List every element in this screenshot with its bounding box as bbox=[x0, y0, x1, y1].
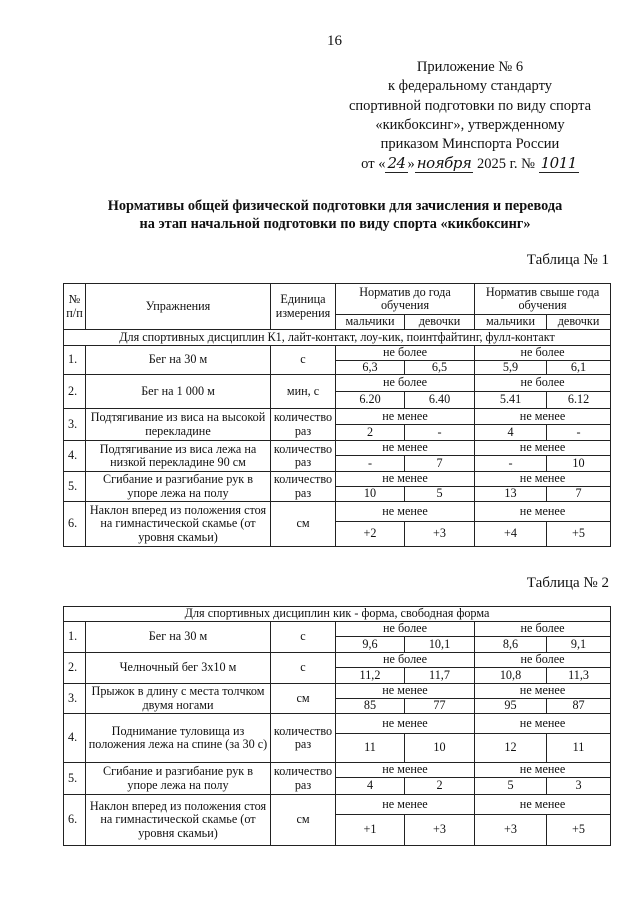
table1-caption: Таблица № 1 bbox=[526, 252, 609, 268]
value-after-boys: - bbox=[475, 456, 547, 472]
condition-before-year: не более bbox=[336, 346, 475, 361]
value-before-boys: 4 bbox=[336, 778, 405, 795]
unit: см bbox=[271, 684, 336, 714]
table-row bbox=[64, 409, 611, 425]
header-after-year: Норматив свыше года обучения bbox=[475, 284, 611, 315]
condition-after-year: не более bbox=[475, 653, 611, 668]
table-row bbox=[64, 684, 611, 699]
header-unit: Единица измерения bbox=[271, 284, 336, 330]
value-before-boys: - bbox=[336, 456, 405, 472]
condition-after-year: не менее bbox=[475, 472, 611, 487]
condition-after-year: не более bbox=[475, 375, 611, 392]
row-number: 5. bbox=[64, 763, 86, 795]
value-after-girls: 9,1 bbox=[547, 637, 611, 653]
value-before-boys: 11,2 bbox=[336, 668, 405, 684]
value-before-girls: 11,7 bbox=[405, 668, 475, 684]
value-before-girls: +3 bbox=[405, 815, 475, 846]
row-number: 2. bbox=[64, 375, 86, 409]
condition-before-year: не более bbox=[336, 375, 475, 392]
value-after-girls: 10 bbox=[547, 456, 611, 472]
row-number: 3. bbox=[64, 409, 86, 441]
value-before-girls: 7 bbox=[405, 456, 475, 472]
row-number: 2. bbox=[64, 653, 86, 684]
condition-before-year: не менее bbox=[336, 795, 475, 815]
header-before-year: Норматив до года обучения bbox=[336, 284, 475, 315]
appendix-line: «кикбоксинг», утвержденному bbox=[375, 116, 565, 133]
exercise-name: Бег на 1 000 м bbox=[86, 375, 271, 409]
unit: см bbox=[271, 795, 336, 846]
table2-caption: Таблица № 2 bbox=[526, 575, 609, 591]
value-after-girls: 87 bbox=[547, 699, 611, 714]
value-after-boys: 8,6 bbox=[475, 637, 547, 653]
header-num: № п/п bbox=[64, 284, 86, 330]
value-after-boys: 4 bbox=[475, 425, 547, 441]
value-after-girls: +5 bbox=[547, 815, 611, 846]
unit: мин, с bbox=[271, 375, 336, 409]
unit: количество раз bbox=[271, 441, 336, 472]
order-line bbox=[330, 154, 610, 174]
table-row bbox=[64, 714, 611, 734]
exercise-name: Сгибание и разгибание рук в упоре лежа на полу bbox=[86, 763, 271, 795]
row-number: 1. bbox=[64, 622, 86, 653]
exercise-name: Прыжок в длину с места толчком двумя ногами bbox=[86, 684, 271, 714]
exercise-name: Подтягивание из виса лежа на низкой перекладине 90 см bbox=[86, 441, 271, 472]
condition-after-year: не менее bbox=[475, 763, 611, 778]
value-after-boys: 5,9 bbox=[475, 360, 547, 375]
header-girls: девочки bbox=[547, 315, 611, 330]
value-before-girls: 5 bbox=[405, 487, 475, 502]
row-number: 5. bbox=[64, 472, 86, 502]
value-before-boys: +2 bbox=[336, 522, 405, 547]
value-after-boys: 10,8 bbox=[475, 668, 547, 684]
row-number: 3. bbox=[64, 684, 86, 714]
condition-after-year: не менее bbox=[475, 795, 611, 815]
exercise-name: Поднимание туловища из положения лежа на спине (за 30 с) bbox=[86, 714, 271, 763]
value-after-boys: 5 bbox=[475, 778, 547, 795]
table-row bbox=[64, 622, 611, 637]
table-row bbox=[64, 346, 611, 361]
value-before-girls: 10,1 bbox=[405, 637, 475, 653]
value-before-girls: 6.40 bbox=[405, 392, 475, 409]
exercise-name: Наклон вперед из положения стоя на гимнастической скамье (от уровня скамьи) bbox=[86, 795, 271, 846]
value-before-boys: 85 bbox=[336, 699, 405, 714]
condition-after-year: не более bbox=[475, 622, 611, 637]
condition-before-year: не менее bbox=[336, 441, 475, 456]
row-number: 4. bbox=[64, 714, 86, 763]
table-row bbox=[64, 441, 611, 456]
unit: см bbox=[271, 502, 336, 547]
value-after-girls: 7 bbox=[547, 487, 611, 502]
appendix-header bbox=[330, 58, 610, 175]
header-boys: мальчики bbox=[336, 315, 405, 330]
unit: количество раз bbox=[271, 409, 336, 441]
condition-before-year: не более bbox=[336, 653, 475, 668]
value-after-boys: 12 bbox=[475, 734, 547, 763]
row-number: 4. bbox=[64, 441, 86, 472]
exercise-name: Наклон вперед из положения стоя на гимнастической скамье (от уровня скамьи) bbox=[86, 502, 271, 547]
order-prefix: от « bbox=[361, 156, 386, 173]
condition-after-year: не менее bbox=[475, 714, 611, 734]
value-before-boys: 9,6 bbox=[336, 637, 405, 653]
document-title bbox=[60, 197, 610, 233]
table-row bbox=[64, 375, 611, 392]
order-day-handwritten: 24 bbox=[387, 154, 406, 173]
section-row: Для спортивных дисциплин кик - форма, свободная форма bbox=[64, 607, 611, 622]
condition-before-year: не менее bbox=[336, 409, 475, 425]
value-after-girls: +5 bbox=[547, 522, 611, 547]
value-before-boys: 2 bbox=[336, 425, 405, 441]
appendix-line: спортивной подготовки по виду спорта bbox=[348, 97, 592, 114]
value-after-girls: 11 bbox=[547, 734, 611, 763]
condition-after-year: не более bbox=[475, 346, 611, 361]
header-girls: девочки bbox=[405, 315, 475, 330]
exercise-name: Бег на 30 м bbox=[86, 622, 271, 653]
table-row bbox=[64, 653, 611, 668]
row-number: 1. bbox=[64, 346, 86, 375]
title-line-2: на этап начальной подготовки по виду спорта «кикбоксинг» bbox=[139, 216, 531, 232]
value-before-boys: 6.20 bbox=[336, 392, 405, 409]
value-before-girls: 2 bbox=[405, 778, 475, 795]
condition-after-year: не менее bbox=[475, 502, 611, 522]
condition-after-year: не менее bbox=[475, 409, 611, 425]
value-after-girls: - bbox=[547, 425, 611, 441]
value-after-boys: 5.41 bbox=[475, 392, 547, 409]
unit: количество раз bbox=[271, 714, 336, 763]
appendix-line: Приложение № 6 bbox=[416, 59, 524, 75]
order-quote: » bbox=[407, 156, 415, 173]
value-before-boys: 11 bbox=[336, 734, 405, 763]
title-line-1: Нормативы общей физической подготовки для зачисления и перевода bbox=[107, 198, 563, 214]
unit: количество раз bbox=[271, 763, 336, 795]
table-row bbox=[64, 502, 611, 522]
value-before-boys: +1 bbox=[336, 815, 405, 846]
condition-after-year: не менее bbox=[475, 441, 611, 456]
condition-after-year: не менее bbox=[475, 684, 611, 699]
appendix-line: к федеральному стандарту bbox=[388, 78, 552, 95]
header-boys: мальчики bbox=[475, 315, 547, 330]
order-number-handwritten: 1011 bbox=[540, 154, 577, 173]
table-row bbox=[64, 795, 611, 815]
value-after-boys: 95 bbox=[475, 699, 547, 714]
unit: с bbox=[271, 346, 336, 375]
value-before-boys: 10 bbox=[336, 487, 405, 502]
unit: с bbox=[271, 653, 336, 684]
value-before-girls: +3 bbox=[405, 522, 475, 547]
value-after-girls: 3 bbox=[547, 778, 611, 795]
exercise-name: Бег на 30 м bbox=[86, 346, 271, 375]
header-exercise: Упражнения bbox=[86, 284, 271, 330]
row-number: 6. bbox=[64, 502, 86, 547]
row-number: 6. bbox=[64, 795, 86, 846]
exercise-name: Челночный бег 3х10 м bbox=[86, 653, 271, 684]
order-month-handwritten: ноября bbox=[416, 154, 472, 173]
value-after-girls: 6,1 bbox=[547, 360, 611, 375]
value-after-boys: 13 bbox=[475, 487, 547, 502]
table-row bbox=[64, 763, 611, 778]
order-year: 2025 г. № bbox=[476, 156, 535, 173]
value-before-boys: 6,3 bbox=[336, 360, 405, 375]
table-1 bbox=[63, 283, 611, 547]
value-before-girls: 77 bbox=[405, 699, 475, 714]
value-before-girls: 6,5 bbox=[405, 360, 475, 375]
condition-before-year: не менее bbox=[336, 472, 475, 487]
condition-before-year: не менее bbox=[336, 714, 475, 734]
value-before-girls: - bbox=[405, 425, 475, 441]
unit: количество раз bbox=[271, 472, 336, 502]
condition-before-year: не менее bbox=[336, 684, 475, 699]
value-after-boys: +4 bbox=[475, 522, 547, 547]
condition-before-year: не менее bbox=[336, 502, 475, 522]
table-2 bbox=[63, 606, 611, 846]
condition-before-year: не менее bbox=[336, 763, 475, 778]
value-after-girls: 6.12 bbox=[547, 392, 611, 409]
page-number: 16 bbox=[327, 33, 342, 49]
appendix-line: приказом Минспорта России bbox=[380, 136, 560, 153]
unit: с bbox=[271, 622, 336, 653]
value-after-girls: 11,3 bbox=[547, 668, 611, 684]
condition-before-year: не более bbox=[336, 622, 475, 637]
exercise-name: Подтягивание из виса на высокой перекладине bbox=[86, 409, 271, 441]
exercise-name: Сгибание и разгибание рук в упоре лежа на полу bbox=[86, 472, 271, 502]
table-row bbox=[64, 472, 611, 487]
section-row: Для спортивных дисциплин К1, лайт-контакт, лоу-кик, поинтфайтинг, фулл-контакт bbox=[64, 330, 611, 346]
value-after-boys: +3 bbox=[475, 815, 547, 846]
value-before-girls: 10 bbox=[405, 734, 475, 763]
